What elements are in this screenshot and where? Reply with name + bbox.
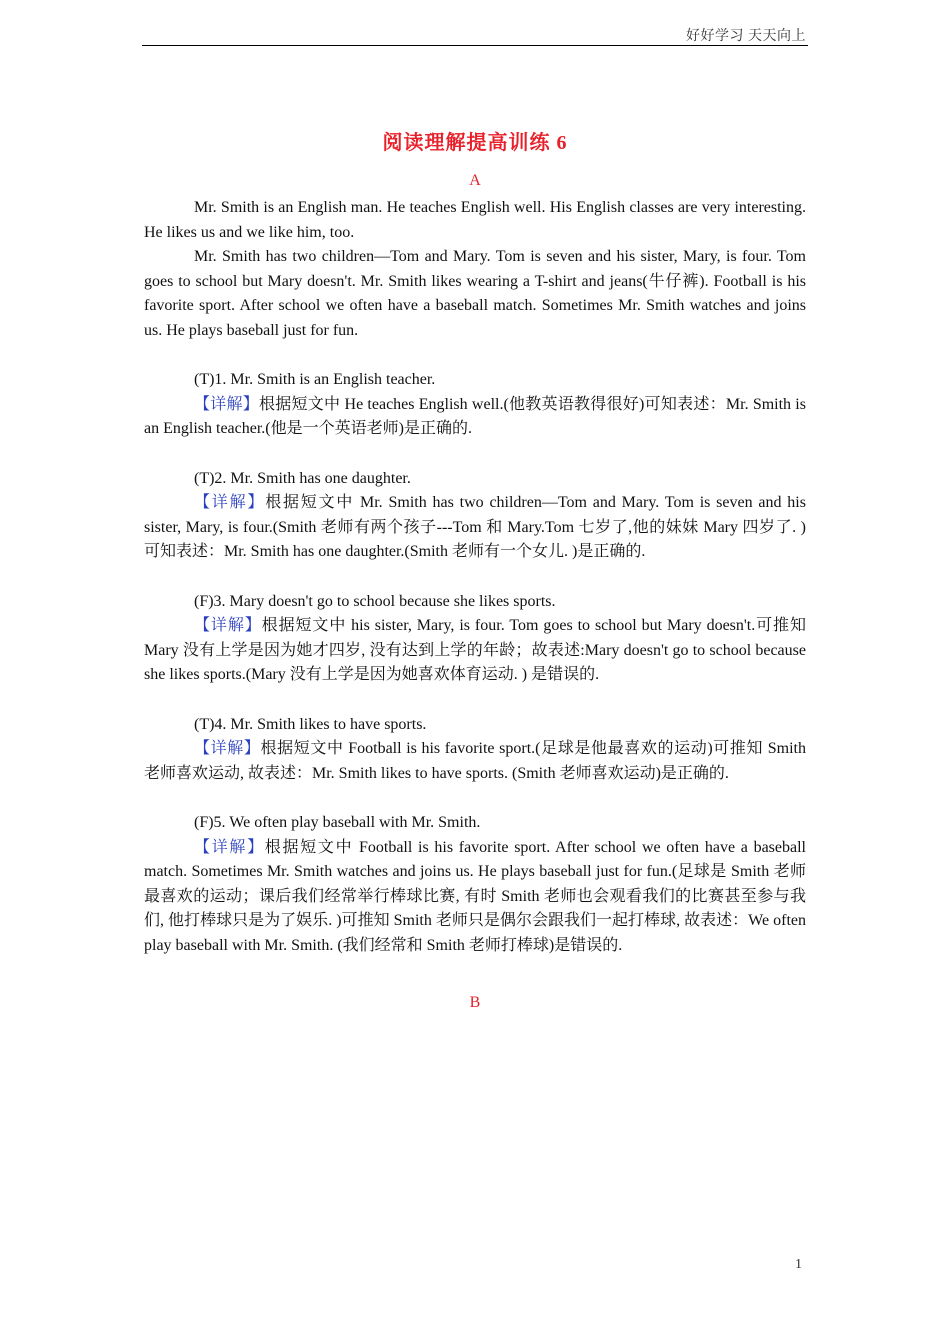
question-1 xyxy=(144,368,806,442)
question-1-explanation xyxy=(144,393,806,442)
page-number: 1 xyxy=(795,1257,802,1272)
header-motto: 好好学习 天天向上 xyxy=(686,29,806,44)
question-5 xyxy=(144,811,806,958)
explain-text: 根据短文中 Football is his favorite sport. After school we often have a baseball match. Sometimes Mr. Smith watches and joins us. He plays baseball just for fun.(足球是 Smith 老师最喜欢的运动；课后我们经常举行棒球比赛, 有时 Smith 老师也会观看我们的比赛甚至参与我们, 他打棒球只是为了娱乐. )可推知 Smith 老师只是偶尔会跟我们一起打棒球, 故表述：We often play baseball with Mr. Smith. (我们经常和 Smith 老师打棒球)是错误的. xyxy=(144,838,806,954)
question-2-text: (T)2. Mr. Smith has one daughter. xyxy=(194,469,411,487)
explain-tag: 【详解】 xyxy=(194,395,260,413)
section-b-label: B xyxy=(469,994,481,1011)
section-a-content xyxy=(144,196,806,958)
question-2 xyxy=(144,467,806,565)
question-2-explanation xyxy=(144,491,806,565)
passage-paragraph-2: Mr. Smith has two children—Tom and Mary. Tom is seven and his sister, Mary, is four. Tom goes to school but Mary doesn't. Mr. Smith likes wearing a T-shirt and jeans(牛仔裤). Football is his favorite sport. After school we often have a baseball match. Sometimes Mr. Smith watches and joins us. He plays baseball just for fun. xyxy=(144,248,806,339)
question-3 xyxy=(144,590,806,688)
explain-tag: 【详解】 xyxy=(194,838,265,856)
question-5-text: (F)5. We often play baseball with Mr. Smith. xyxy=(194,814,481,831)
explain-text: 根据短文中 his sister, Mary, is four. Tom goes to school but Mary doesn't.可推知 Mary 没有上学是因为她才四岁, 没有达到上学的年龄；故表述:Mary doesn't go to school because she likes sports.(Mary 没有上学是因为她喜欢体育运动. ) 是错误的. xyxy=(144,617,806,683)
question-1-text: (T)1. Mr. Smith is an English teacher. xyxy=(194,371,436,388)
question-3-text: (F)3. Mary doesn't go to school because she likes sports. xyxy=(194,592,556,610)
question-4 xyxy=(144,713,806,787)
explain-text: 根据短文中 Mr. Smith has two children—Tom and Mary. Tom is seven and his sister, Mary, is four.(Smith 老师有两个孩子---Tom 和 Mary.Tom 七岁了,他的妹妹 Mary 四岁了. ) 可知表述：Mr. Smith has one daughter.(Smith 老师有一个女儿. )是正确的. xyxy=(144,494,806,560)
question-4-explanation xyxy=(144,737,806,786)
passage-paragraph-1: Mr. Smith is an English man. He teaches English well. His English classes are very interesting. He likes us and we like him, too. xyxy=(144,199,806,241)
question-5-explanation xyxy=(144,836,806,959)
question-4-text: (T)4. Mr. Smith likes to have sports. xyxy=(194,715,427,733)
question-3-explanation xyxy=(144,614,806,688)
explain-text: 根据短文中 He teaches English well.(他教英语教得很好)可知表述：Mr. Smith is an English teacher.(他是一个英语老师)是正确的. xyxy=(144,395,806,437)
page-header xyxy=(142,24,808,46)
explain-text: 根据短文中 Football is his favorite sport.(足球是他最喜欢的运动)可推知 Smith 老师喜欢运动, 故表述：Mr. Smith likes to have sports. (Smith 老师喜欢运动)是正确的. xyxy=(144,740,806,782)
explain-tag: 【详解】 xyxy=(194,740,261,757)
explain-tag: 【详解】 xyxy=(194,494,266,511)
section-a-label: A xyxy=(469,172,481,189)
page-title: 阅读理解提高训练 6 xyxy=(382,132,568,154)
explain-tag: 【详解】 xyxy=(194,617,262,634)
